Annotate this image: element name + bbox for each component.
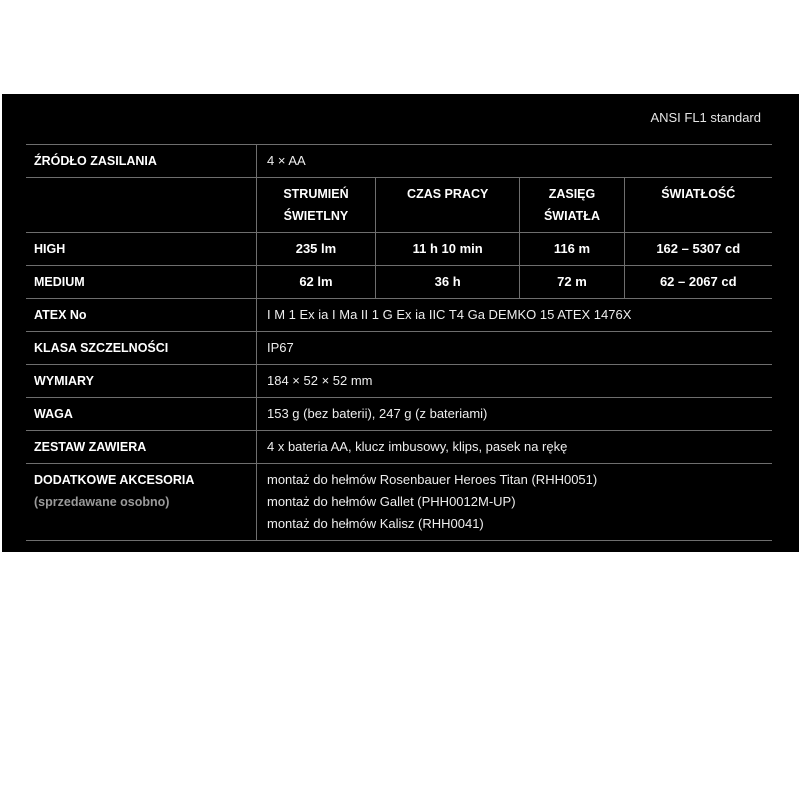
spec-value: 4 x bateria AA, klucz imbusowy, klips, pasek na rękę — [257, 431, 773, 464]
mode-row-medium — [26, 266, 772, 299]
empty-cell — [26, 178, 257, 233]
header-luminous-flux: STRUMIEŃ ŚWIETLNY — [257, 178, 376, 233]
mode-value: 235 lm — [257, 233, 376, 266]
spec-label: ZESTAW ZAWIERA — [26, 431, 257, 464]
mode-label: HIGH — [26, 233, 257, 266]
list-item: montaż do hełmów Gallet (PHH0012M-UP) — [267, 494, 516, 509]
table-row — [26, 145, 772, 178]
accessories-label-cell — [26, 464, 257, 541]
mode-value: 162 – 5307 cd — [624, 233, 772, 266]
spec-value: I M 1 Ex ia I Ma II 1 G Ex ia IIC T4 Ga DEMKO 15 ATEX 1476X — [257, 299, 773, 332]
spec-label: ATEX No — [26, 299, 257, 332]
mode-value: 116 m — [520, 233, 624, 266]
table-row — [26, 431, 772, 464]
header-runtime: CZAS PRACY — [375, 178, 520, 233]
header-beam-distance: ZASIĘG ŚWIATŁA — [520, 178, 624, 233]
list-item: montaż do hełmów Rosenbauer Heroes Titan (RHH0051) — [267, 472, 598, 487]
table-row — [26, 365, 772, 398]
list-item: montaż do hełmów Kalisz (RHH0041) — [267, 516, 484, 531]
mode-value: 11 h 10 min — [375, 233, 520, 266]
power-source-value: 4 × AA — [257, 145, 773, 178]
mode-value: 36 h — [375, 266, 520, 299]
mode-label: MEDIUM — [26, 266, 257, 299]
accessories-list — [257, 464, 773, 541]
standard-note: ANSI FL1 standard — [650, 110, 761, 125]
spec-label: KLASA SZCZELNOŚCI — [26, 332, 257, 365]
spec-label: WAGA — [26, 398, 257, 431]
accessories-label: DODATKOWE AKCESORIA — [34, 473, 195, 487]
accessories-row — [26, 464, 772, 541]
mode-header-row — [26, 178, 772, 233]
mode-value: 62 lm — [257, 266, 376, 299]
table-row — [26, 299, 772, 332]
spec-table — [26, 144, 772, 541]
header-intensity: ŚWIATŁOŚĆ — [624, 178, 772, 233]
table-row — [26, 398, 772, 431]
spec-value: 153 g (bez baterii), 247 g (z bateriami) — [257, 398, 773, 431]
mode-row-high — [26, 233, 772, 266]
mode-value: 72 m — [520, 266, 624, 299]
table-row — [26, 332, 772, 365]
mode-value: 62 – 2067 cd — [624, 266, 772, 299]
accessories-sublabel: (sprzedawane osobno) — [34, 495, 170, 509]
power-source-label: ŹRÓDŁO ZASILANIA — [26, 145, 257, 178]
spec-label: WYMIARY — [26, 365, 257, 398]
spec-value: IP67 — [257, 332, 773, 365]
spec-value: 184 × 52 × 52 mm — [257, 365, 773, 398]
spec-panel — [2, 94, 799, 552]
